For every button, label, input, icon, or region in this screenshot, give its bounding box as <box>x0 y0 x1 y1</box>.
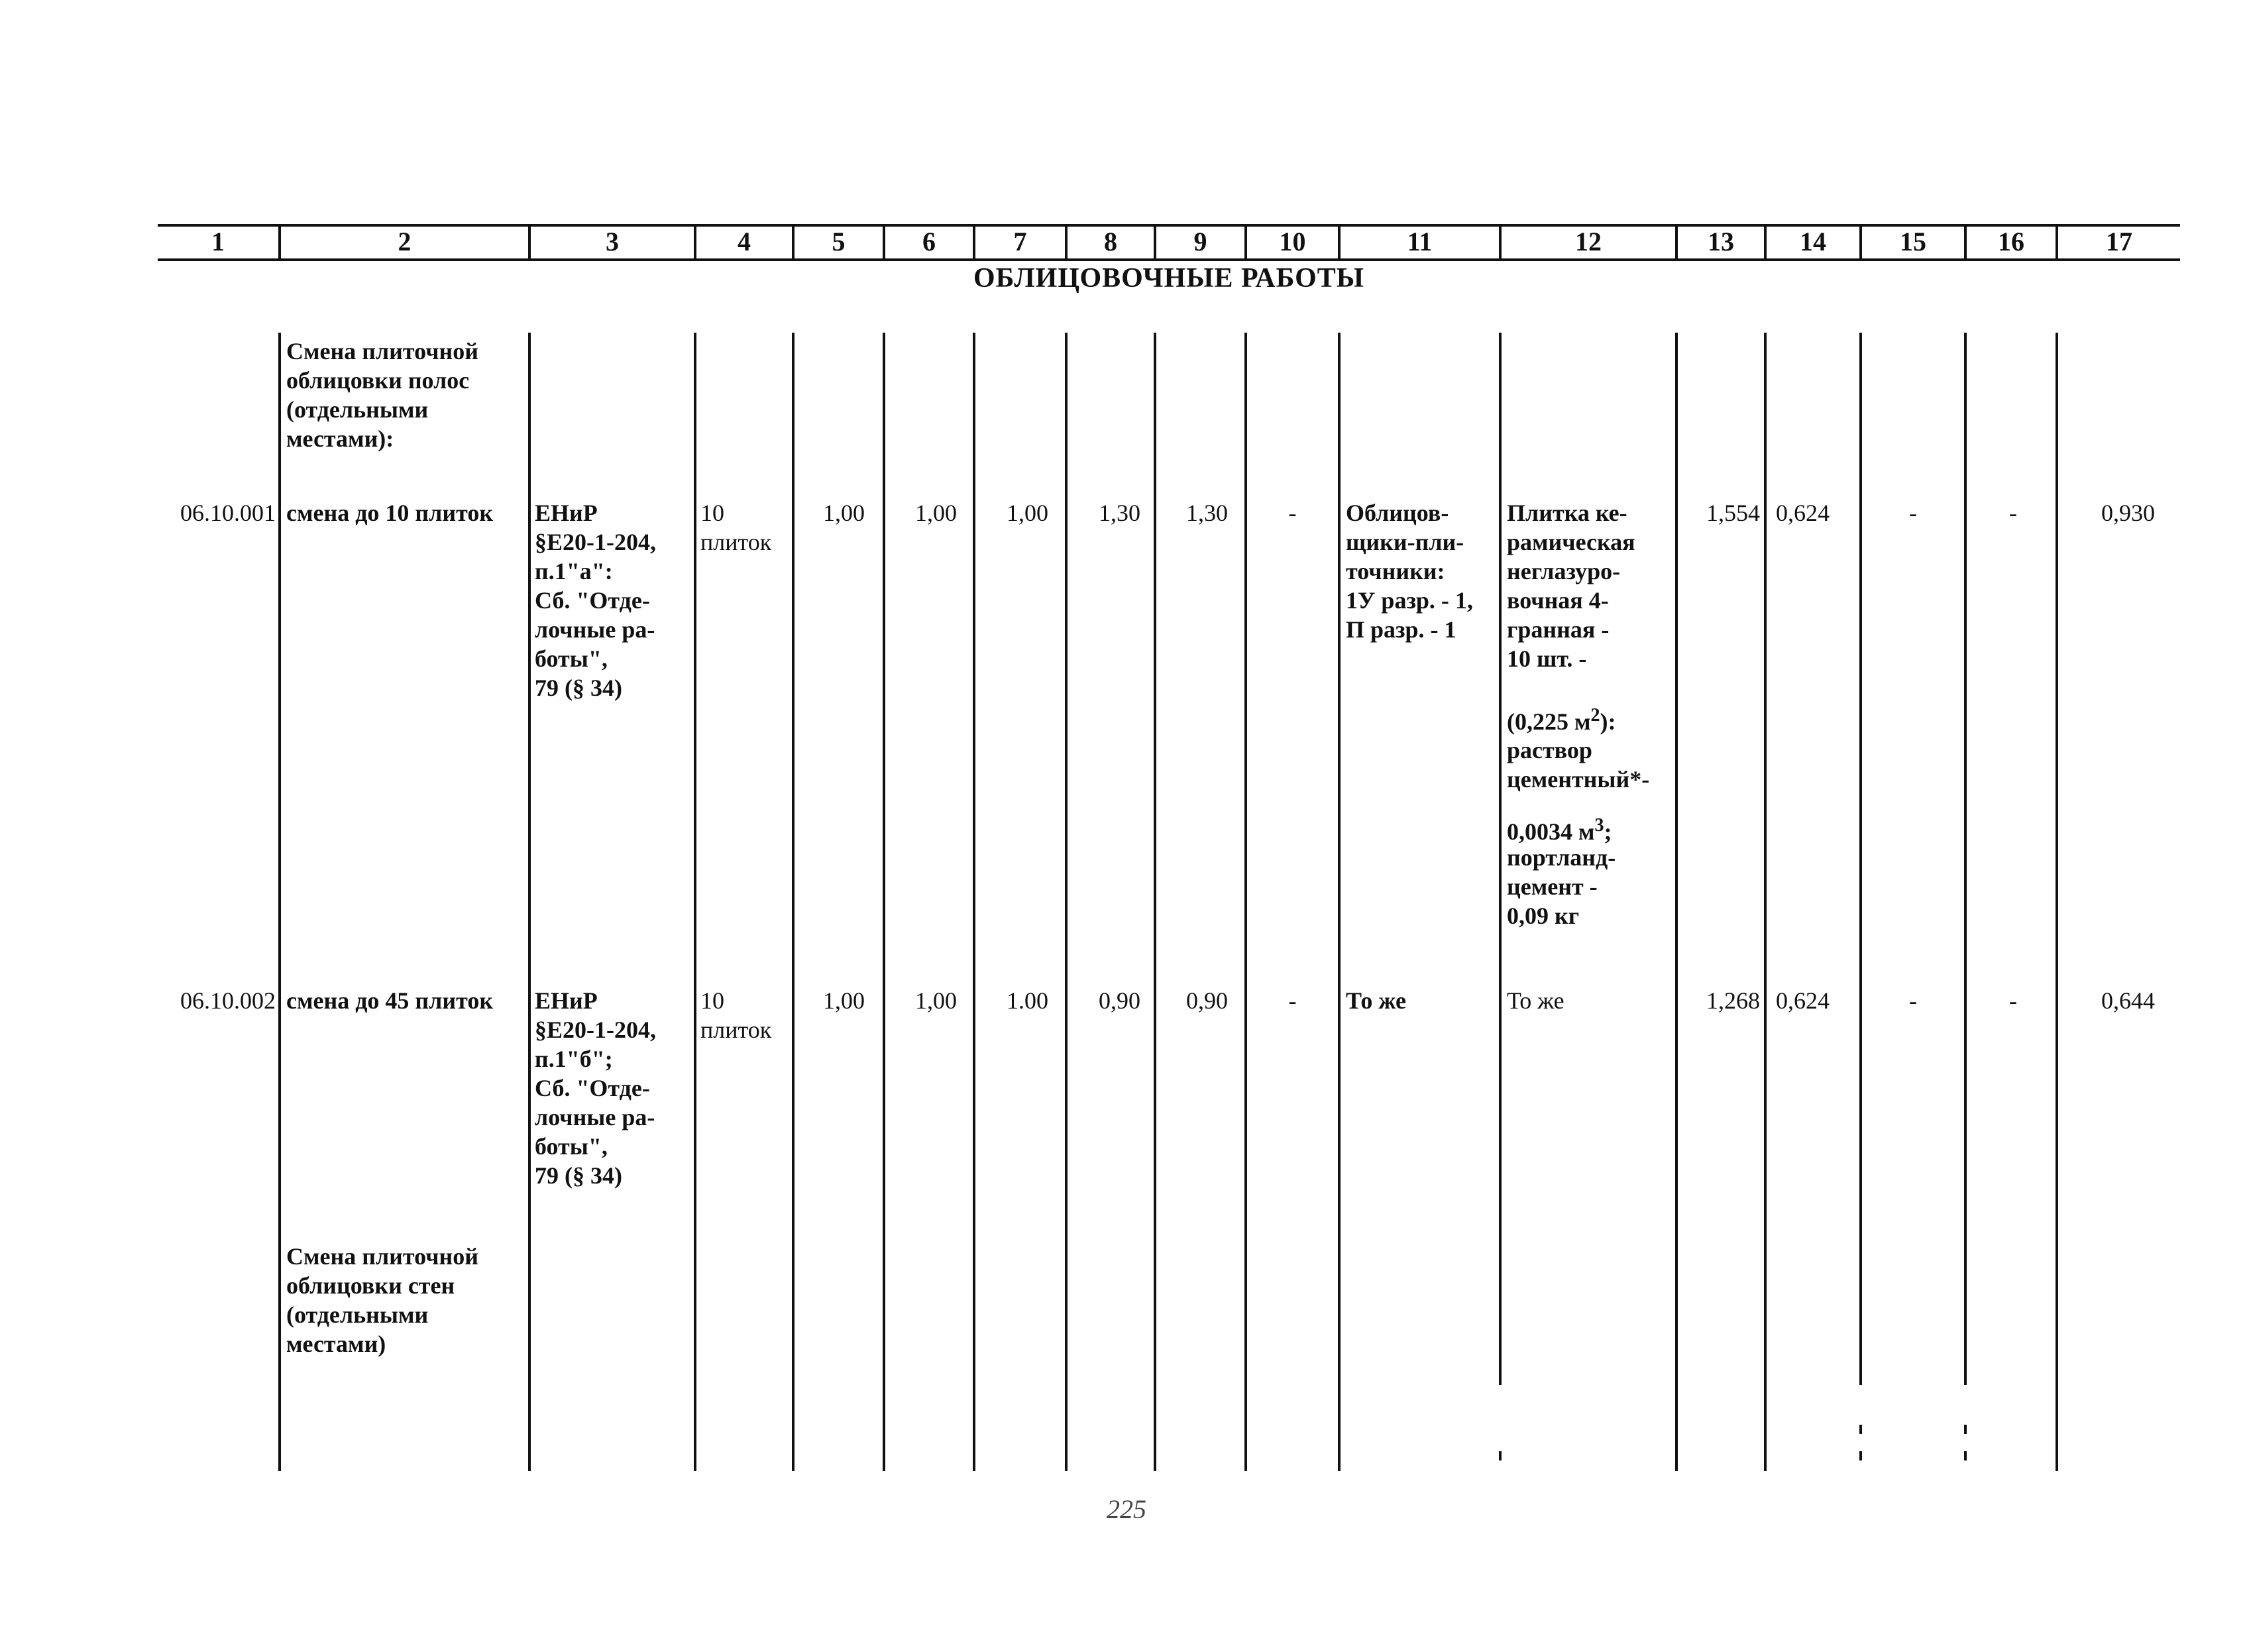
row1-col16: - <box>2009 500 2017 526</box>
row1-col10: - <box>1288 500 1297 526</box>
row1-code: 06.10.001 <box>180 500 276 526</box>
col-header-10: 10 <box>1279 227 1306 256</box>
row1-materials-c: раствор цементный*- <box>1507 737 1650 793</box>
col-header-9: 9 <box>1193 227 1207 256</box>
row1-unit: 10 плиток <box>700 500 772 555</box>
body-divider <box>694 333 696 1471</box>
row2-col17: 0,644 <box>2101 987 2155 1014</box>
row1-name: смена до 10 плиток <box>286 500 494 526</box>
body-divider <box>1338 333 1341 1471</box>
group-title-strips: Смена плиточной облицовки полос (отдельными местами): <box>286 338 478 452</box>
header-bottom-rule <box>158 258 2180 261</box>
row1-col8: 1,30 <box>1099 500 1140 526</box>
col-header-15: 15 <box>1900 227 1926 256</box>
row2-col9: 0,90 <box>1186 987 1228 1014</box>
row1-workers: Облицов- щики-пли- точники: 1У разр. - 1, П разр. - 1 <box>1346 500 1473 643</box>
col-header-5: 5 <box>832 227 846 256</box>
row2-materials: То же <box>1507 987 1564 1014</box>
row1-materials-a: Плитка ке- рамическая неглазуро- вочная 4- гранная - 10 шт. - <box>1507 500 1635 672</box>
body-divider <box>278 333 281 1471</box>
col-header-3: 3 <box>606 227 619 256</box>
group-title-walls: Смена плиточной облицовки стен (отдельными местами) <box>286 1243 478 1357</box>
section-title: ОБЛИЦОВОЧНЫЕ РАБОТЫ <box>973 263 1365 294</box>
row2-col16: - <box>2009 987 2017 1014</box>
row2-col13: 1,268 <box>1706 987 1760 1014</box>
row2-unit: 10 плиток <box>700 987 772 1043</box>
line-fragment <box>1964 1425 1967 1434</box>
row1-col9: 1,30 <box>1186 500 1228 526</box>
row1-col17: 0,930 <box>2101 500 2155 526</box>
body-divider <box>1764 333 1767 1471</box>
col-header-12: 12 <box>1575 227 1602 256</box>
row2-col15: - <box>1909 987 1917 1014</box>
col-header-6: 6 <box>922 227 936 256</box>
row2-col7: 1.00 <box>1007 987 1048 1014</box>
row2-col6: 1,00 <box>915 987 957 1014</box>
row2-col10: - <box>1288 987 1297 1014</box>
row1-materials-b: (0,225 $м^2$): <box>1507 705 1616 735</box>
line-fragment <box>1859 1425 1862 1434</box>
row2-col5: 1,00 <box>823 987 865 1014</box>
row1-col13: 1,554 <box>1706 500 1760 526</box>
page-number: 225 <box>1107 1494 1146 1524</box>
col-header-8: 8 <box>1104 227 1117 256</box>
row2-col14: 0,624 <box>1776 987 1830 1014</box>
col-header-13: 13 <box>1708 227 1734 256</box>
col-header-11: 11 <box>1407 227 1433 256</box>
row1-col15: - <box>1909 500 1917 526</box>
row2-name: смена до 45 плиток <box>286 987 494 1014</box>
row1-materials-e: портланд- цемент - 0,09 кг <box>1507 844 1616 929</box>
col-header-7: 7 <box>1013 227 1027 256</box>
row1-col6: 1,00 <box>915 500 957 526</box>
row1-col5: 1,00 <box>823 500 865 526</box>
body-divider <box>1859 333 1862 1385</box>
row2-code: 06.10.002 <box>180 987 276 1014</box>
col-header-4: 4 <box>738 227 751 256</box>
row1-reference: ЕНиР §Е20-1-204, п.1"а": Сб. "Отде- лочные ра- боты", 79 (§ 34) <box>535 500 656 701</box>
body-divider <box>1499 333 1502 1385</box>
line-fragment <box>1859 1451 1862 1460</box>
body-divider <box>528 333 531 1471</box>
col-header-14: 14 <box>1800 227 1826 256</box>
line-fragment <box>1964 1451 1967 1460</box>
row2-reference: ЕНиР §Е20-1-204, п.1"б"; Сб. "Отде- лочные ра- боты", 79 (§ 34) <box>535 987 656 1189</box>
row2-col8: 0,90 <box>1099 987 1140 1014</box>
col-header-2: 2 <box>398 227 411 256</box>
body-divider <box>1964 333 1967 1385</box>
row1-materials-d: 0,0034 $м^3$; <box>1507 815 1612 845</box>
col-header-1: 1 <box>211 227 225 256</box>
col-header-17: 17 <box>2106 227 2132 256</box>
row1-col14: 0,624 <box>1776 500 1830 526</box>
col-header-16: 16 <box>1998 227 2024 256</box>
row1-col7: 1,00 <box>1007 500 1048 526</box>
line-fragment <box>1499 1451 1502 1460</box>
row2-workers: То же <box>1346 987 1407 1014</box>
